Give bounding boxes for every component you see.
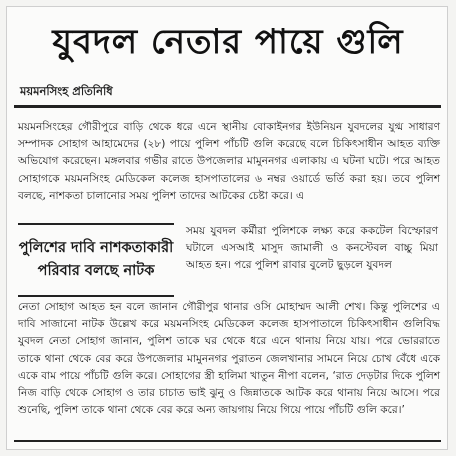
pull-quote-section (18, 223, 438, 299)
pull-quote-line-2: পরিবার বলছে নাটক (37, 263, 155, 279)
paragraph-3: নেতা সোহাগ আহত হন বলে জানান গৌরীপুর থানার ওসি মোহাম্মদ আলী শেখ। কিন্তু পুলিশের এ দাবি সাজানো নাটক উল্লেখ করে ময়মনসিংহ মেডিকেল কলেজ হাসপাতালে চিকিৎসাধীন গুলিবিদ্ধ যুবদল নেতা সোহাগ জানান, পুলিশ তাকে ঘর থেকে ধরে এনে থানায় নিয়ে যায়। পরে ভোররাতে তাকে থানা থেকে বের করে উপজেলার মামুননগর পুরাতন জেলখানার সামনে নিয়ে চোখ বেঁধে একে একে বাম পায়ে পাঁচটি গুলি করে। সোহাগের স্ত্রী হালিমা খাতুন নীপা বলেন, ‘রাত দেড়টার দিকে পুলিশ নিজ বাড়ি থেকে সোহাগ ও তার চাচাত ভাই ঝুনু ও জিন্নাতকে আটক করে থানায় নিয়ে আসে। পরে শুনেছি, পুলিশ তাকে থানা থেকে বের করে অন্য জায়গায় নিয়ে গিয়ে পায়ে পাঁচটি গুলি করে।’ (18, 301, 440, 417)
pull-quote (18, 223, 174, 297)
paragraph-2: সময় যুবদল কর্মীরা পুলিশকে লক্ষ্য করে ককটেল বিস্ফোরণ ঘটালে এসআই মাসুদ জামালী ও কনস্টেবল বাচ্চু মিয়া আহত হন। পরে পুলিশ রাবার বুলেট ছুড়লে যুবদল (186, 225, 438, 272)
top-divider (14, 105, 441, 108)
headline: যুবদল নেতার পায়ে গুলি (52, 22, 404, 62)
pull-quote-line-1: পুলিশের দাবি নাশকতাকারী (18, 240, 174, 256)
paragraph-1: ময়মনসিংহের গৌরীপুরে বাড়ি থেকে ধরে এনে স্থানীয় বোকাইনগর ইউনিয়ন যুবদলের যুগ্ম সাধারণ সম্পাদক সোহাগ আহামেদের (২৮) পায়ে পুলিশ পাঁচটি গুলি করেছে বলে চিকিৎসাধীন আহত ব্যক্তি অভিযোগ করেছেন। মঙ্গলবার গভীর রাতে উপজেলার মামুননগর এলাকায় এ ঘটনা ঘটে। পরে আহত সোহাগকে ময়মনসিংহ মেডিকেল কলেজ হাসপাতালের ৬ নম্বর ওয়ার্ডে ভর্তি করা হয়। তবে পুলিশ বলছে, নাশকতা চালানোর সময় পুলিশ তাদের আটকের চেষ্টা করে। এ (18, 121, 440, 202)
bottom-divider (14, 440, 441, 442)
byline: ময়মনসিংহ প্রতিনিধি (20, 84, 113, 98)
